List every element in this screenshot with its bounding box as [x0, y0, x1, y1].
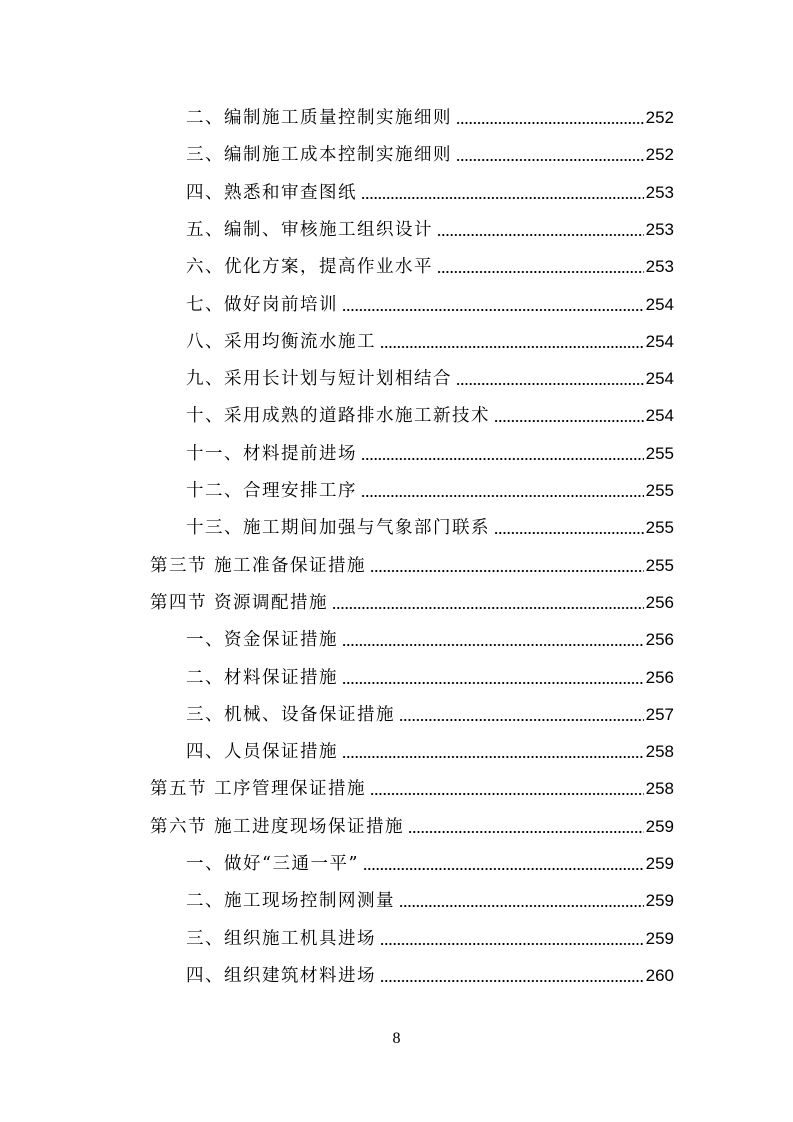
- toc-dot-leader: [370, 569, 644, 573]
- toc-subsection-entry[interactable]: [186, 698, 674, 726]
- toc-entry-title: 十二、合理安排工序: [186, 481, 357, 501]
- toc-dot-leader: [332, 606, 644, 610]
- toc-dot-leader: [361, 494, 644, 498]
- page-number: 8: [392, 1030, 401, 1047]
- toc-dot-leader: [437, 233, 644, 237]
- toc-subsection-entry[interactable]: [186, 250, 674, 278]
- toc-subsection-entry[interactable]: [186, 623, 674, 651]
- toc-entry-title: 八、采用均衡流水施工: [186, 331, 376, 352]
- toc-entry-title: 三、编制施工成本控制实施细则: [186, 145, 452, 166]
- toc-entry-title: 十、采用成熟的道路排水施工新技术: [186, 406, 490, 427]
- toc-entry-title: 三、机械、设备保证措施: [186, 704, 395, 725]
- toc-subsection-entry[interactable]: [186, 288, 674, 316]
- toc-entry-page: 253: [645, 219, 674, 239]
- toc-entry-title: 二、材料保证措施: [186, 667, 338, 688]
- toc-dot-leader: [399, 718, 644, 722]
- toc-dot-leader: [380, 942, 644, 946]
- toc-section-entry[interactable]: [150, 549, 674, 577]
- toc-entry-title: 一、资金保证措施: [186, 630, 338, 651]
- toc-subsection-entry[interactable]: [186, 959, 674, 987]
- toc-dot-leader: [456, 121, 644, 125]
- toc-entry-title: 十一、材料提前进场: [186, 443, 357, 464]
- toc-entry-title: 第三节 施工准备保证措施: [150, 555, 367, 576]
- toc-subsection-entry[interactable]: [186, 735, 674, 763]
- toc-section-entry[interactable]: [150, 772, 674, 800]
- toc-dot-leader: [361, 457, 644, 461]
- toc-dot-leader: [370, 792, 644, 796]
- toc-entry-page: 255: [645, 518, 674, 538]
- toc-entry-page: 254: [645, 406, 674, 426]
- toc-subsection-entry[interactable]: [186, 362, 674, 390]
- toc-dot-leader: [456, 382, 644, 386]
- toc-entry-page: 259: [645, 928, 674, 948]
- toc-entry-page: 254: [645, 294, 674, 314]
- toc-entry-page: 254: [645, 331, 674, 351]
- toc-entry-title: 六、优化方案，提高作业水平: [186, 257, 433, 278]
- toc-entry-title: 二、施工现场控制网测量: [186, 891, 395, 912]
- toc-dot-leader: [494, 531, 644, 535]
- toc-dot-leader: [342, 755, 644, 759]
- toc-subsection-entry[interactable]: [186, 847, 674, 875]
- toc-entry-page: 255: [645, 443, 674, 463]
- toc-dot-leader: [363, 867, 644, 871]
- toc-entry-title: 十三、施工期间加强与气象部门联系: [186, 518, 490, 539]
- toc-entry-page: 253: [645, 182, 674, 202]
- toc-dot-leader: [494, 419, 644, 423]
- toc-section-entry[interactable]: [150, 810, 674, 838]
- toc-dot-leader: [361, 196, 644, 200]
- toc-dot-leader: [380, 345, 644, 349]
- toc-entry-page: 252: [645, 108, 674, 127]
- toc-entry-page: 256: [645, 667, 674, 687]
- toc-entry-page: 258: [645, 742, 674, 762]
- toc-dot-leader: [408, 830, 644, 834]
- toc-entry-page: 256: [645, 592, 674, 612]
- toc-subsection-entry[interactable]: [186, 101, 674, 129]
- toc-entry-title: 九、采用长计划与短计划相结合: [186, 369, 452, 390]
- toc-entry-title: 第六节 施工进度现场保证措施: [150, 816, 405, 837]
- toc-section-entry[interactable]: [150, 586, 674, 614]
- toc-entry-title: 四、熟悉和审查图纸: [186, 182, 357, 203]
- toc-entry-title: 二、编制施工质量控制实施细则: [186, 108, 452, 128]
- toc-entry-title: 五、编制、审核施工组织设计: [186, 219, 433, 240]
- toc-entry-title: 第五节 工序管理保证措施: [150, 779, 367, 800]
- toc-subsection-entry[interactable]: [186, 661, 674, 689]
- toc-entry-page: 256: [645, 630, 674, 650]
- toc-subsection-entry[interactable]: [186, 399, 674, 427]
- toc-entry-page: 258: [645, 779, 674, 799]
- toc-entry-page: 257: [645, 704, 674, 724]
- toc-entry-page: 259: [645, 854, 674, 873]
- toc-entry-page: 255: [645, 481, 674, 500]
- toc-entry-title: 七、做好岗前培训: [186, 294, 338, 315]
- toc-entry-title: 三、组织施工机具进场: [186, 928, 376, 949]
- toc-subsection-entry[interactable]: [186, 511, 674, 539]
- toc-subsection-entry[interactable]: [186, 176, 674, 204]
- toc-dot-leader: [456, 158, 644, 162]
- toc-dot-leader: [380, 979, 644, 983]
- toc-subsection-entry[interactable]: [186, 138, 674, 166]
- toc-dot-leader: [342, 643, 644, 647]
- toc-entry-page: 259: [645, 891, 674, 911]
- toc-dot-leader: [437, 270, 644, 274]
- toc-dot-leader: [399, 904, 644, 908]
- toc-entry-page: 259: [645, 816, 674, 836]
- toc-entry-title: 一、做好“三通一平”: [186, 854, 359, 874]
- toc-entry-title: 四、人员保证措施: [186, 742, 338, 763]
- toc-entry-title: 四、组织建筑材料进场: [186, 965, 376, 986]
- toc-subsection-entry[interactable]: [186, 325, 674, 353]
- toc-entry-page: 255: [645, 555, 674, 575]
- toc-entry-page: 254: [645, 369, 674, 389]
- toc-entry-page: 260: [645, 965, 674, 985]
- toc-subsection-entry[interactable]: [186, 922, 674, 950]
- toc-entry-title: 第四节 资源调配措施: [150, 592, 329, 613]
- toc-entry-page: 252: [645, 145, 674, 165]
- toc-entry-page: 253: [645, 257, 674, 277]
- toc-dot-leader: [342, 681, 644, 685]
- toc-dot-leader: [342, 308, 644, 312]
- toc-subsection-entry[interactable]: [186, 213, 674, 241]
- toc-subsection-entry[interactable]: [186, 437, 674, 465]
- toc-subsection-entry[interactable]: [186, 474, 674, 502]
- toc-subsection-entry[interactable]: [186, 884, 674, 912]
